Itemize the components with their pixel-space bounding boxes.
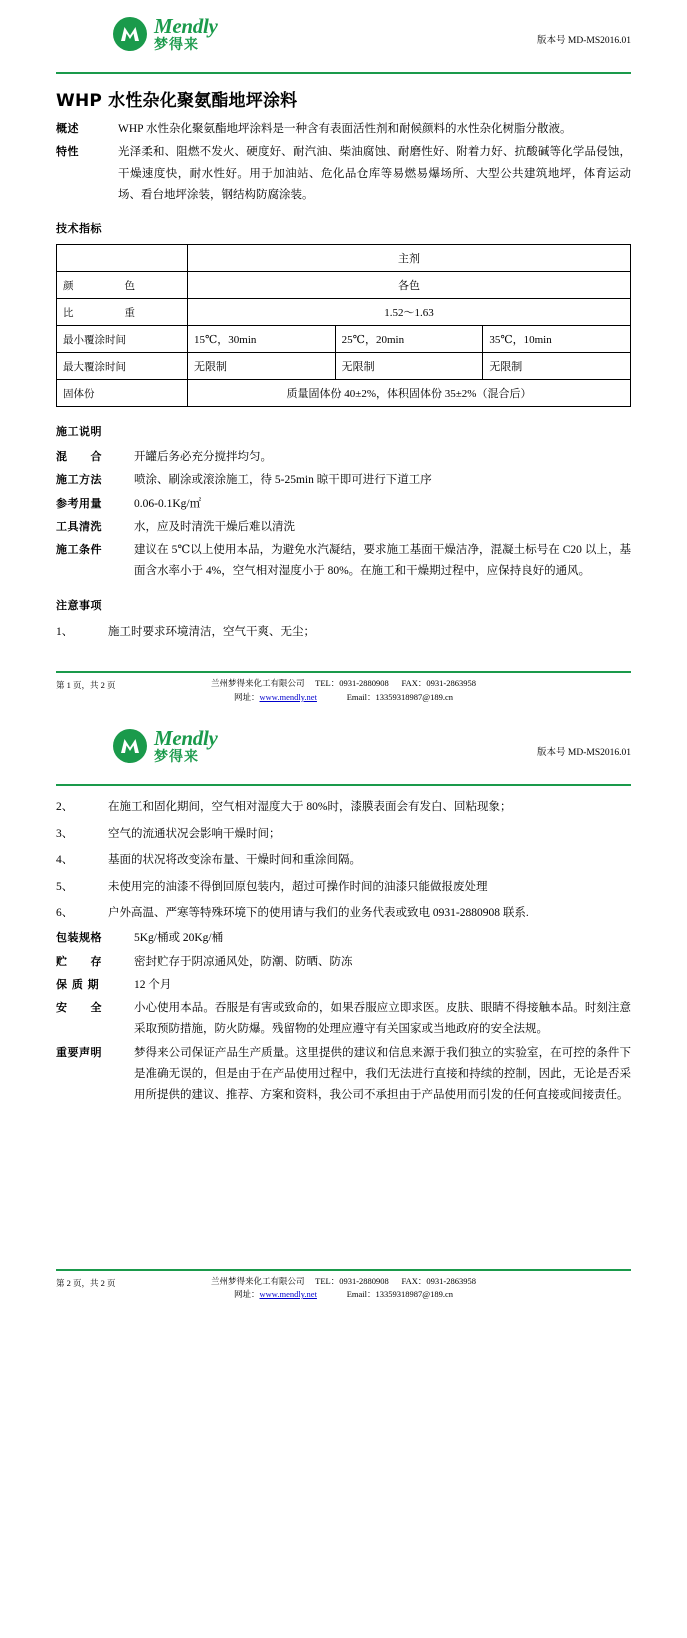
safety-row [56,998,631,1041]
note-item-1 [56,621,631,643]
note-index-1: 1、 [56,625,74,638]
spec-row-label-min-recoat: 最小覆涂时间 [57,326,188,353]
brand-name-cn: 梦得来 [154,37,199,53]
construction-label-usage: 参考用量 [56,496,102,510]
construction-label-mixing: 混 合 [56,450,102,464]
construction-row-mixing [56,447,631,468]
construction-text-cleaning: 水，应及时清洗干燥后难以清洗 [134,520,295,533]
note-text-5: 未使用完的油漆不得倒回原包装内，超过可操作时间的油漆只能做报废处理 [108,880,488,893]
shelf-life-label: 保 质 期 [56,977,100,991]
page-2-footer [56,1269,631,1302]
safety-text: 小心使用本品。吞服是有害或致命的，如果吞服应立即求医。皮肤、眼睛不得接触本品。时刻注意采取预防措施，防火防爆。残留物的处理应遵守有关国家或当地政府的安全法规。 [134,1002,631,1036]
footer-page-number-2: 第 2 页，共 2 页 [56,1277,116,1288]
mendly-logo-icon [112,16,148,52]
features-text: 光泽柔和、阻燃不发火、硬度好、耐汽油、柴油腐蚀、耐磨性好、附着力好、抗酸碱等化学品侵蚀，干燥速度快，耐水性好。用于加油站、危化品仓库等易燃易爆场所、大型公共建筑地坪，体育运动场、看台地坪涂装，钢结构防腐涂装。 [118,146,631,201]
spec-header-main: 主剂 [188,245,631,272]
footer-email: 13359318987@189.cn [375,691,453,702]
table-row [57,326,631,353]
note-item-3 [56,823,631,845]
note-text-6: 户外高温、严寒等特殊环境下的使用请与我们的业务代表或致电 0931-2880908 联系. [108,906,529,919]
construction-text-usage: 0.06-0.1Kg/㎡ [134,497,202,510]
construction-section-title: 施工说明 [56,425,102,439]
mendly-logo-icon [112,728,148,764]
construction-row-cleaning [56,517,631,538]
spec-row-value-max-recoat-2: 无限制 [335,353,483,380]
spec-row-value-color: 各色 [188,272,631,299]
note-text-3: 空气的流通状况会影响干燥时间； [108,827,281,840]
spec-row-value-solids: 质量固体份 40±2%，体积固体份 35±2%（混合后） [188,380,631,407]
footer-company: 兰州梦得来化工有限公司 [210,678,305,689]
footer-tel: TEL：0931-2880908 [315,1275,389,1286]
shelf-life-row [56,975,631,996]
note-index-5: 5、 [56,880,74,893]
shelf-life-text: 12 个月 [134,978,172,991]
note-item-6 [56,902,631,924]
overview-row [56,119,631,140]
spec-section-title: 技术指标 [56,222,102,236]
construction-label-cleaning: 工具清洗 [56,519,102,533]
note-index-3: 3、 [56,827,74,840]
notes-section-title: 注意事项 [56,598,102,612]
note-index-6: 6、 [56,906,74,919]
spec-blank-cell [57,245,188,272]
brand-name-en: Mendly [154,726,218,751]
construction-label-conditions: 施工条件 [56,543,102,557]
version-number-2: 版本号 MD-MS2016.01 [537,748,631,759]
page-header [56,14,631,70]
construction-text-method: 喷涂、刷涂或滚涂施工，待 5-25min 晾干即可进行下道工序 [134,474,432,487]
footer-fax: FAX：0931-2863958 [401,1275,477,1286]
note-item-2 [56,796,631,818]
spec-row-label-density: 比 重 [57,299,188,326]
disclaimer-text: 梦得来公司保证产品生产质量。这里提供的建议和信息来源于我们独立的实验室，在可控的条件下是准确无误的，但是由于在产品使用过程中，我们无法进行直接和持续的控制，因此，无论是否采用所提供的建议、推荐、方案和资料，我公司不承担由于产品使用而引发的任何直接或间接责任。 [134,1046,631,1102]
spec-row-label-color: 颜 色 [57,272,188,299]
overview-text: WHP 水性杂化聚氨酯地坪涂料是一种含有表面活性剂和耐候颜料的水性杂化树脂分散液。 [118,123,572,135]
brand-name-en: Mendly [154,14,218,38]
footer-web-label: 网址： [233,691,260,702]
footer-divider-2 [56,1269,631,1271]
note-index-4: 4、 [56,854,74,867]
spec-row-label-solids: 固体份 [57,380,188,407]
spec-row-value-min-recoat-3: 35℃，10min [483,326,631,353]
construction-text-conditions: 建议在 5℃以上使用本品，为避免水汽凝结，要求施工基面干燥洁净，混凝土标号在 C20 以上，基面含水率小于 4%，空气相对湿度小于 80%。在施工和干燥期过程中，应保持良好的通风。 [134,544,631,578]
note-index-2: 2、 [56,801,74,814]
packaging-label: 包装规格 [56,931,102,945]
table-row [57,245,631,272]
brand-logo [112,16,218,52]
footer-web-link[interactable]: www.mendly.net [259,691,317,702]
construction-label-method: 施工方法 [56,473,102,487]
brand-name-cn: 梦得来 [154,749,199,766]
header-divider [56,72,631,74]
note-item-5 [56,876,631,898]
storage-label: 贮 存 [56,954,102,968]
note-text-1: 施工时要求环境清洁，空气干爽、无尘； [108,625,315,638]
construction-row-conditions [56,540,631,583]
construction-row-usage [56,494,631,515]
construction-row-method [56,470,631,491]
page-2-header [56,726,631,782]
footer-company: 兰州梦得来化工有限公司 [210,1275,305,1286]
spec-row-value-density: 1.52～1.63 [188,299,631,326]
document-page-1 [0,14,687,704]
spec-row-value-max-recoat-1: 无限制 [188,353,336,380]
safety-label: 安 全 [56,1001,102,1015]
page-title: WHP 水性杂化聚氨酯地坪涂料 [56,91,298,111]
document-page-2 [0,726,687,1301]
spec-row-label-max-recoat: 最大覆涂时间 [57,353,188,380]
storage-row [56,952,631,973]
footer-email-label: Email： [346,1289,376,1300]
features-label: 特性 [56,145,79,159]
brand-logo-2 [112,728,218,764]
footer-fax: FAX：0931-2863958 [401,678,477,689]
footer-email: 13359318987@189.cn [375,1289,453,1300]
footer-web-link[interactable]: www.mendly.net [259,1289,317,1300]
version-number: 版本号 MD-MS2016.01 [537,36,631,46]
footer-tel: TEL：0931-2880908 [315,678,389,689]
disclaimer-row [56,1043,631,1107]
page-1-footer [56,671,631,704]
packaging-text: 5Kg/桶或 20Kg/桶 [134,932,224,945]
storage-text: 密封贮存于阴凉通风处，防潮、防晒、防冻 [134,955,353,968]
spec-row-value-max-recoat-3: 无限制 [483,353,631,380]
features-row [56,142,631,206]
overview-label: 概述 [56,122,79,135]
footer-page-number: 第 1 页，共 2 页 [56,680,116,691]
note-text-4: 基面的状况将改变涂布量、干燥时间和重涂间隔。 [108,854,361,867]
spec-row-value-min-recoat-2: 25℃，20min [335,326,483,353]
footer-web-label: 网址： [233,1289,260,1300]
construction-text-mixing: 开罐后务必充分搅拌均匀。 [134,451,272,464]
table-row [57,380,631,407]
note-item-4 [56,849,631,871]
note-text-2: 在施工和固化期间，空气相对湿度大于 80%时，漆膜表面会有发白、回粘现象； [108,801,512,814]
table-row [57,353,631,380]
disclaimer-label: 重要声明 [56,1045,102,1059]
packaging-row [56,928,631,949]
table-row [57,272,631,299]
footer-email-label: Email： [346,691,376,702]
spec-row-value-min-recoat-1: 15℃，30min [188,326,336,353]
footer-divider [56,671,631,673]
spec-table [56,244,631,407]
table-row [57,299,631,326]
